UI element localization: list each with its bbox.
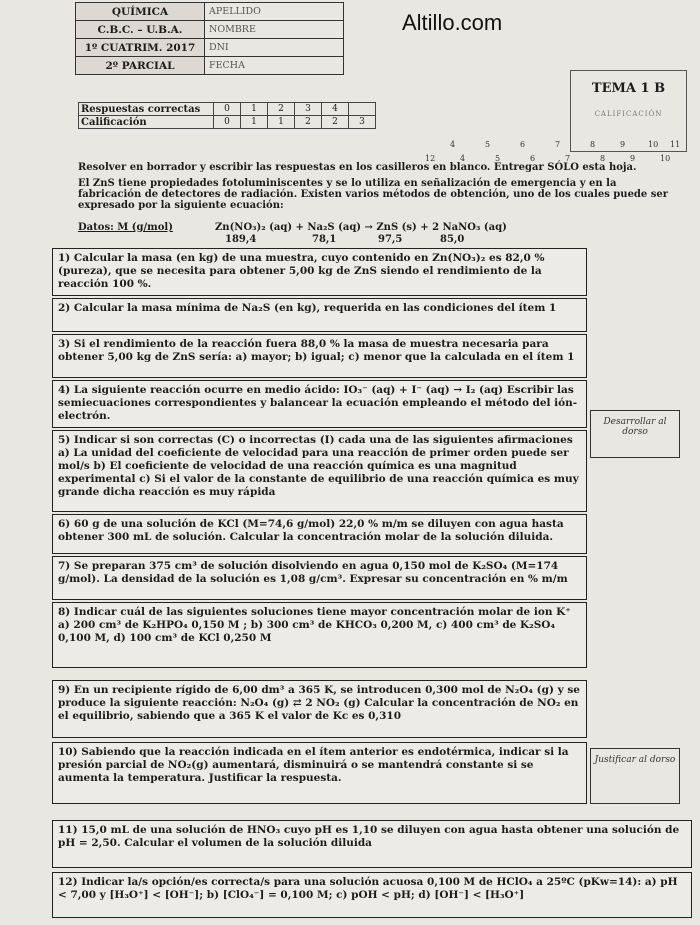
score-grid xyxy=(78,102,376,129)
grid-cell: 2 xyxy=(295,116,322,129)
grid-cell xyxy=(349,103,376,116)
scale-number: 5 xyxy=(485,140,491,149)
molar-masses xyxy=(0,234,700,246)
question-2 xyxy=(52,298,587,332)
scale-number: 9 xyxy=(630,154,636,163)
grid-cell: 1 xyxy=(241,103,268,116)
grid-cell: 3 xyxy=(349,116,376,129)
grid-cell: 4 xyxy=(322,103,349,116)
grid-cell: 1 xyxy=(241,116,268,129)
intro-text: El ZnS tiene propiedades fotoluminiscentes y se lo utiliza en señalización de emergencia y en la fabricación de detectores de radiación. Existen varios métodos de obtención, uno de los cuales puede ser expresado por la siguiente ecuación: xyxy=(78,178,669,211)
dni-field[interactable]: DNI xyxy=(205,39,344,57)
main-equation: Zn(NO₃)₂ (aq) + Na₂S (aq) → ZnS (s) + 2 NaNO₃ (aq) xyxy=(215,222,507,233)
scale-number: 7 xyxy=(565,154,571,163)
question-9 xyxy=(52,680,587,738)
question-text: 5) Indicar si son correctas (C) o incorrectas (I) cada una de las siguientes afirmaciones a) La unidad del coeficiente de velocidad para una reacción de primer orden puede ser mol/s b) El coeficiente de velocidad de una reacción química es una magnitud experimental c) Si el valor de la constante de equilibrio de una reacción química es muy grande dicha reacción es muy rápida xyxy=(58,434,579,498)
subject-label: QUÍMICA xyxy=(76,3,205,21)
scale-number: 12 xyxy=(425,154,436,163)
scale-number: 10 xyxy=(648,140,659,149)
scale-number: 4 xyxy=(460,154,466,163)
correct-answers-label: Respuestas correctas xyxy=(79,103,214,116)
question-text: 6) 60 g de una solución de KCl (M=74,6 g/mol) 22,0 % m/m se diluyen con agua hasta obtener 300 mL de solución. Calcular la concentración molar de la solución diluida. xyxy=(58,518,564,543)
grid-cell: 2 xyxy=(322,116,349,129)
school-label: C.B.C. – U.B.A. xyxy=(76,21,205,39)
question-text: 9) En un recipiente rígido de 6,00 dm³ a 365 K, se introducen 0,300 mol de N₂O₄ (g) y se produce la siguiente reacción: N₂O₄ (g) ⇄ 2 NO₂ (g) Calcular la concentración de NO₂ en el equilibrio, sabiendo que a 365 K el valor de Kc es 0,310 xyxy=(58,684,580,722)
grid-cell: 2 xyxy=(268,103,295,116)
instructions: Resolver en borrador y escribir las respuestas en los casilleros en blanco. Entregar SÓLO esta hoja. xyxy=(78,162,637,173)
question-text: 10) Sabiendo que la reacción indicada en el ítem anterior es endotérmica, indicar si la presión parcial de NO₂(g) aumentará, disminuirá o se mantendrá constante si se aumenta la temperatura. Justificar la respuesta. xyxy=(58,746,569,784)
tema-title: TEMA 1 B xyxy=(591,81,666,96)
apellido-field[interactable]: APELLIDO xyxy=(205,3,344,21)
datos-label: Datos: M (g/mol) xyxy=(78,222,173,233)
question-5 xyxy=(52,430,587,512)
grid-cell: 0 xyxy=(214,103,241,116)
question-10 xyxy=(52,742,587,804)
nombre-field[interactable]: NOMBRE xyxy=(205,21,344,39)
fecha-field[interactable]: FECHA xyxy=(205,57,344,75)
scale-numbers xyxy=(200,140,680,180)
header-table xyxy=(75,2,344,75)
grade-label: Calificación xyxy=(79,116,214,129)
question-12 xyxy=(52,872,692,918)
molar-mass: 189,4 xyxy=(225,234,257,245)
question-text: 11) 15,0 mL de una solución de HNO₃ cuyo pH es 1,10 se diluyen con agua hasta obtener una solución de pH = 2,50. Calcular el volumen de la solución diluida xyxy=(58,824,680,849)
watermark: Altillo.com xyxy=(402,10,503,35)
question-text: 7) Se preparan 375 cm³ de solución disolviendo en agua 0,150 mol de K₂SO₄ (M=174 g/mol). La densidad de la solución es 1,08 g/cm³. Expresar su concentración en % m/m xyxy=(58,560,568,585)
question-text: 8) Indicar cuál de las siguientes soluciones tiene mayor concentración molar de ion K⁺ a) 200 cm³ de K₂HPO₄ 0,150 M ; b) 300 cm³ de KHCO₃ 0,200 M, c) 400 cm³ de K₂SO₄ 0,100 M, d) 100 cm³ de KCl 0,250 M xyxy=(58,606,571,644)
question-text: 2) Calcular la masa mínima de Na₂S (en kg), requerida en las condiciones del ítem 1 xyxy=(58,302,557,314)
molar-mass: 78,1 xyxy=(312,234,337,245)
scale-number: 8 xyxy=(590,140,596,149)
scale-number: 11 xyxy=(670,140,681,149)
question-11 xyxy=(52,820,692,868)
question-3 xyxy=(52,334,587,378)
molar-mass: 85,0 xyxy=(440,234,465,245)
exam-label: 2º PARCIAL xyxy=(76,57,205,75)
scale-number: 8 xyxy=(600,154,606,163)
side-note-justificar: Justificar al dorso xyxy=(590,748,680,804)
question-1 xyxy=(52,248,587,296)
scale-number: 7 xyxy=(555,140,561,149)
grid-cell: 0 xyxy=(214,116,241,129)
molar-mass: 97,5 xyxy=(378,234,403,245)
question-6 xyxy=(52,514,587,554)
question-text: 4) La siguiente reacción ocurre en medio ácido: IO₃⁻ (aq) + I⁻ (aq) → I₂ (aq) Escribir las semiecuaciones correspondientes y balancear la ecuación empleando el método del ión-electrón. xyxy=(58,384,578,422)
question-text: 3) Si el rendimiento de la reacción fuera 88,0 % la masa de muestra necesaria para obtener 5,00 kg de ZnS sería: a) mayor; b) igual; c) menor que la calculada en el ítem 1 xyxy=(58,338,575,363)
question-text: 12) Indicar la/s opción/es correcta/s para una solución acuosa 0,100 M de HClO₄ a 25ºC (pKw=14): a) pH < 7,00 y [H₃O⁺] < [OH⁻]; b) [ClO₄⁻] = 0,100 M; c) pOH < pH; d) [OH⁻] < [H₃O⁺] xyxy=(58,876,678,901)
grid-cell: 1 xyxy=(268,116,295,129)
scale-number: 6 xyxy=(530,154,536,163)
scale-number: 5 xyxy=(495,154,501,163)
question-4 xyxy=(52,380,587,428)
scale-number: 6 xyxy=(520,140,526,149)
question-8 xyxy=(52,602,587,668)
term-label: 1º CUATRIM. 2017 xyxy=(76,39,205,57)
grid-cell: 3 xyxy=(295,103,322,116)
question-7 xyxy=(52,556,587,600)
side-note-dorso: Desarrollar al dorso xyxy=(590,410,680,458)
scale-number: 4 xyxy=(450,140,456,149)
calificacion-label: CALIFICACIÓN xyxy=(594,110,663,118)
scale-number: 10 xyxy=(660,154,671,163)
scale-number: 9 xyxy=(620,140,626,149)
question-text: 1) Calcular la masa (en kg) de una muestra, cuyo contenido en Zn(NO₃)₂ es 82,0 % (pureza), que se necesita para obtener 5,00 kg de ZnS siendo el rendimiento de la reacción 100 %. xyxy=(58,252,545,290)
